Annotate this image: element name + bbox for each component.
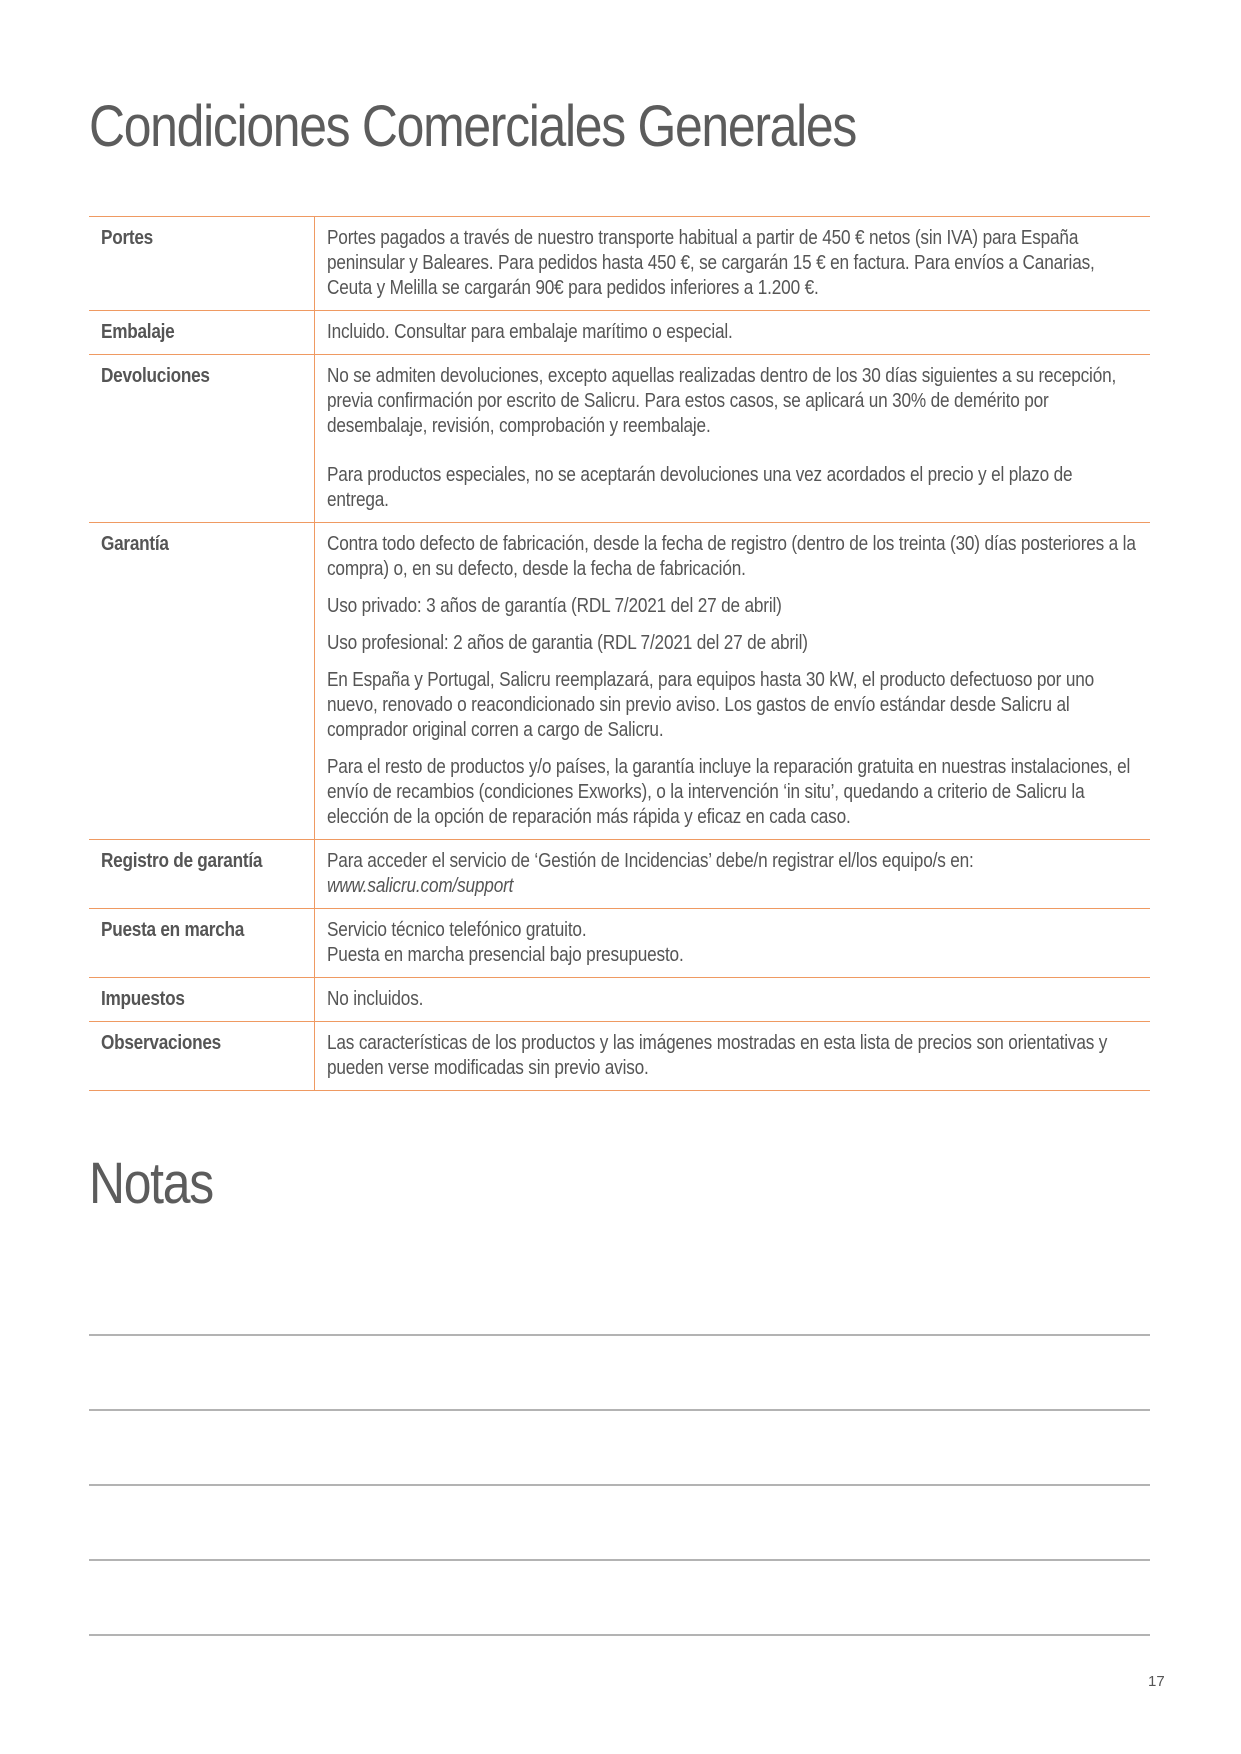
impuestos-text: No incluidos. bbox=[327, 988, 424, 1010]
support-link[interactable]: www.salicru.com/support bbox=[327, 875, 514, 897]
garantia-text-2: Uso privado: 3 años de garantía (RDL 7/2021 del 27 de abril) bbox=[327, 595, 782, 617]
row-body-garantia bbox=[315, 523, 1150, 839]
row-label-devoluciones: Devoluciones bbox=[89, 355, 315, 522]
note-line-4 bbox=[89, 1559, 1150, 1561]
row-label-embalaje: Embalaje bbox=[89, 311, 315, 354]
registro-text-intro: Para acceder el servicio de ‘Gestión de Incidencias’ debe/n registrar el/los equipo/s en: bbox=[327, 850, 974, 872]
observaciones-text: Las características de los productos y las imágenes mostradas en esta lista de precios son orientativas y pueden verse modificadas sin previo aviso. bbox=[327, 1032, 1108, 1079]
conditions-table bbox=[89, 216, 1150, 1091]
note-line-1 bbox=[89, 1334, 1150, 1336]
row-label-observaciones: Observaciones bbox=[89, 1022, 315, 1090]
row-label-puesta: Puesta en marcha bbox=[89, 909, 315, 977]
conditions-row-garantia bbox=[89, 523, 1150, 840]
row-label-garantia: Garantía bbox=[89, 523, 315, 839]
row-body-registro bbox=[315, 840, 1150, 908]
row-body-portes bbox=[315, 217, 1150, 310]
conditions-row-impuestos bbox=[89, 978, 1150, 1022]
garantia-text-4: En España y Portugal, Salicru reemplazará, para equipos hasta 30 kW, el producto defectuoso por uno nuevo, renovado o reacondicionado sin previo aviso. Los gastos de envío estándar desde Salicru al comprador original corren a cargo de Salicru. bbox=[327, 669, 1095, 741]
row-label-impuestos: Impuestos bbox=[89, 978, 315, 1021]
garantia-text-5: Para el resto de productos y/o países, la garantía incluye la reparación gratuita en nuestras instalaciones, el envío de recambios (condiciones Exworks), o la intervención ‘in situ’, quedando a criterio de Salicru la elección de la opción de reparación más rápida y eficaz en cada caso. bbox=[327, 756, 1131, 828]
conditions-row-observaciones bbox=[89, 1022, 1150, 1091]
puesta-text-1: Servicio técnico telefónico gratuito. bbox=[327, 919, 587, 941]
conditions-row-portes bbox=[89, 217, 1150, 311]
notes-title: Notas bbox=[89, 1151, 213, 1216]
registro-text bbox=[327, 849, 1136, 899]
conditions-row-embalaje bbox=[89, 311, 1150, 355]
row-body-devoluciones bbox=[315, 355, 1150, 522]
puesta-text-2: Puesta en marcha presencial bajo presupuesto. bbox=[327, 944, 684, 966]
garantia-text-3: Uso profesional: 2 años de garantia (RDL 7/2021 del 27 de abril) bbox=[327, 632, 808, 654]
note-line-3 bbox=[89, 1484, 1150, 1486]
puesta-text bbox=[327, 918, 1136, 968]
conditions-row-devoluciones bbox=[89, 355, 1150, 523]
row-body-puesta bbox=[315, 909, 1150, 977]
devoluciones-text-2: Para productos especiales, no se aceptarán devoluciones una vez acordados el precio y el plazo de entrega. bbox=[327, 464, 1073, 511]
page-number: 17 bbox=[1148, 1673, 1165, 1690]
note-line-5 bbox=[89, 1634, 1150, 1636]
note-line-2 bbox=[89, 1409, 1150, 1411]
embalaje-text: Incluido. Consultar para embalaje marítimo o especial. bbox=[327, 321, 733, 343]
conditions-row-puesta bbox=[89, 909, 1150, 978]
row-label-portes: Portes bbox=[89, 217, 315, 310]
conditions-row-registro bbox=[89, 840, 1150, 909]
row-body-observaciones bbox=[315, 1022, 1150, 1090]
garantia-text-1: Contra todo defecto de fabricación, desde la fecha de registro (dentro de los treinta (30) días posteriores a la compra) o, en su defecto, desde la fecha de fabricación. bbox=[327, 533, 1136, 580]
page-title: Condiciones Comerciales Generales bbox=[89, 94, 856, 159]
row-body-impuestos bbox=[315, 978, 1150, 1021]
devoluciones-text-1: No se admiten devoluciones, excepto aquellas realizadas dentro de los 30 días siguientes a su recepción, previa confirmación por escrito de Salicru. Para estos casos, se aplicará un 30% de demérito por desembalaje, revisión, comprobación y reembalaje. bbox=[327, 365, 1117, 437]
row-body-embalaje bbox=[315, 311, 1150, 354]
portes-text: Portes pagados a través de nuestro transporte habitual a partir de 450 € netos (sin IVA) para España peninsular y Baleares. Para pedidos hasta 450 €, se cargarán 15 € en factura. Para envíos a Canarias, Ceuta y Melilla se cargarán 90€ para pedidos inferiores a 1.200 €. bbox=[327, 227, 1095, 299]
row-label-registro: Registro de garantía bbox=[89, 840, 315, 908]
